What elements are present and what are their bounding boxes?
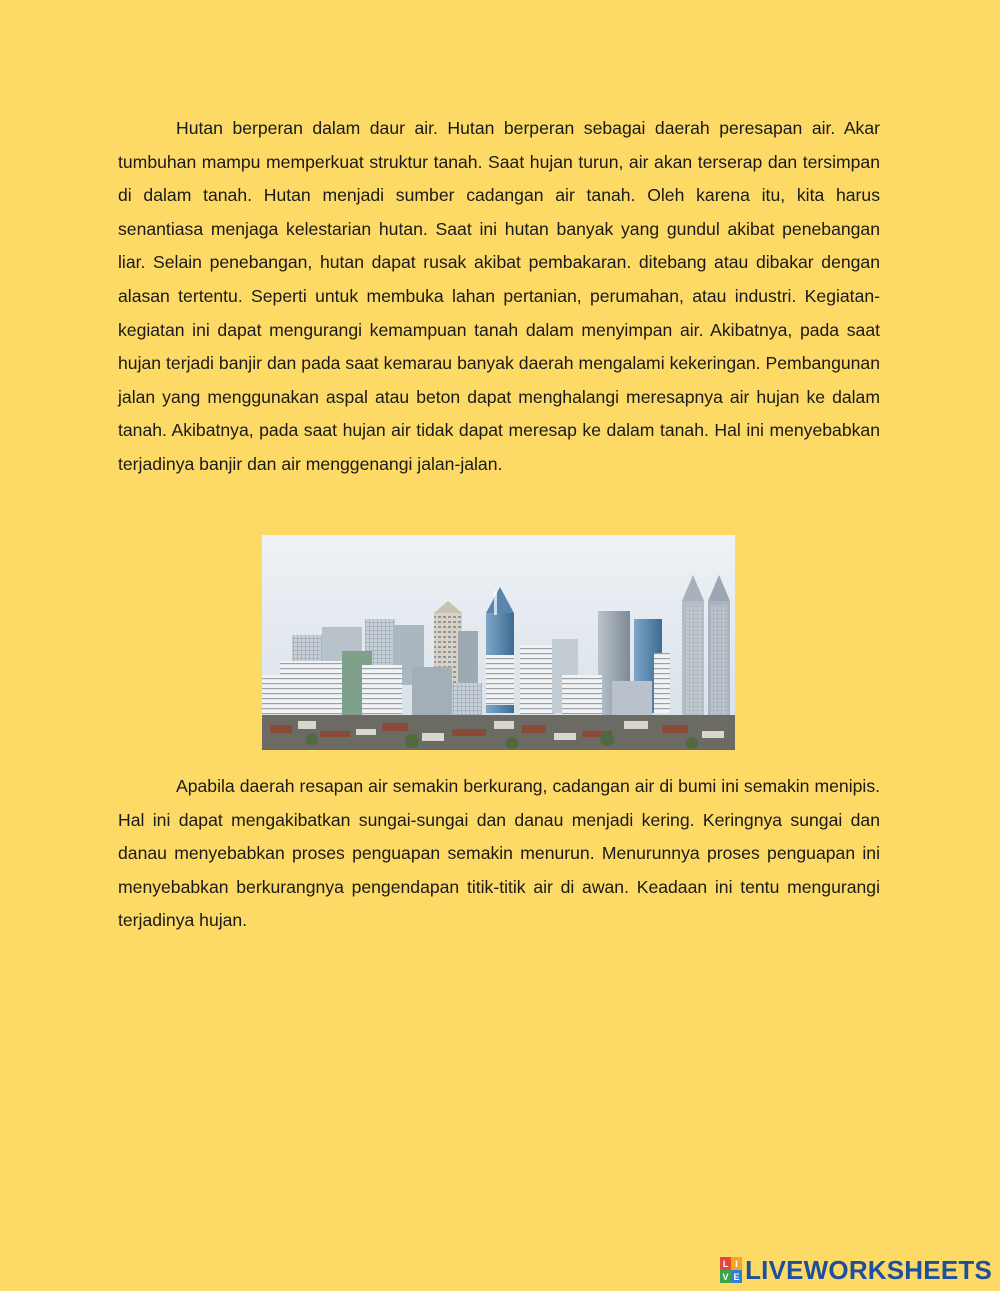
brand-name: LIVEWORKSHEETS (745, 1254, 992, 1285)
paragraph-forest-water-cycle: Hutan berperan dalam daur air. Hutan berperan sebagai daerah peresapan air. Akar tumbuhan mampu memperkuat struktur tanah. Saat hujan turun, air akan terserap dan tersimpan di dalam tanah. Hutan menjadi sumber cadangan air tanah. Oleh karena itu, kita harus senantiasa menjaga kelestarian hutan. Saat ini hutan banyak yang gundul akibat penebangan liar. Selain penebangan, hutan dapat rusak akibat pembakaran. ditebang atau dibakar dengan alasan tertentu. Seperti untuk membuka lahan pertanian, perumahan, atau industri. Kegiatan-kegiatan ini dapat mengurangi kemampuan tanah dalam menyimpan air. Akibatnya, pada saat hujan terjadi banjir dan pada saat kemarau banyak daerah mengalami kekeringan. Pembangunan jalan yang menggunakan aspal atau beton dapat menghalangi meresapnya air hujan ke dalam tanah. Akibatnya, pada saat hujan air tidak dapat meresap ke dalam tanah. Hal ini menyebabkan terjadinya banjir dan air menggenangi jalan-jalan. (118, 118, 880, 474)
city-skyline-illustration (262, 535, 735, 750)
paragraph-water-reserves: Apabila daerah resapan air semakin berkurang, cadangan air di bumi ini semakin menipis. Hal ini dapat mengakibatkan sungai-sungai dan danau menjadi kering. Keringnya sungai dan danau menyebabkan proses penguapan semakin menurun. Menurunnya proses penguapan ini menyebabkan berkurangnya pengendapan titik-titik air di awan. Keadaan ini tentu mengurangi terjadinya hujan. (118, 776, 880, 931)
badge-letter: L (720, 1257, 731, 1270)
city-skyline-photo (262, 535, 735, 750)
liveworksheets-logo (720, 1255, 992, 1285)
badge-letter: I (731, 1257, 742, 1270)
badge-letter: V (720, 1270, 731, 1283)
live-badge-icon (720, 1257, 742, 1283)
badge-letter: E (731, 1270, 742, 1283)
